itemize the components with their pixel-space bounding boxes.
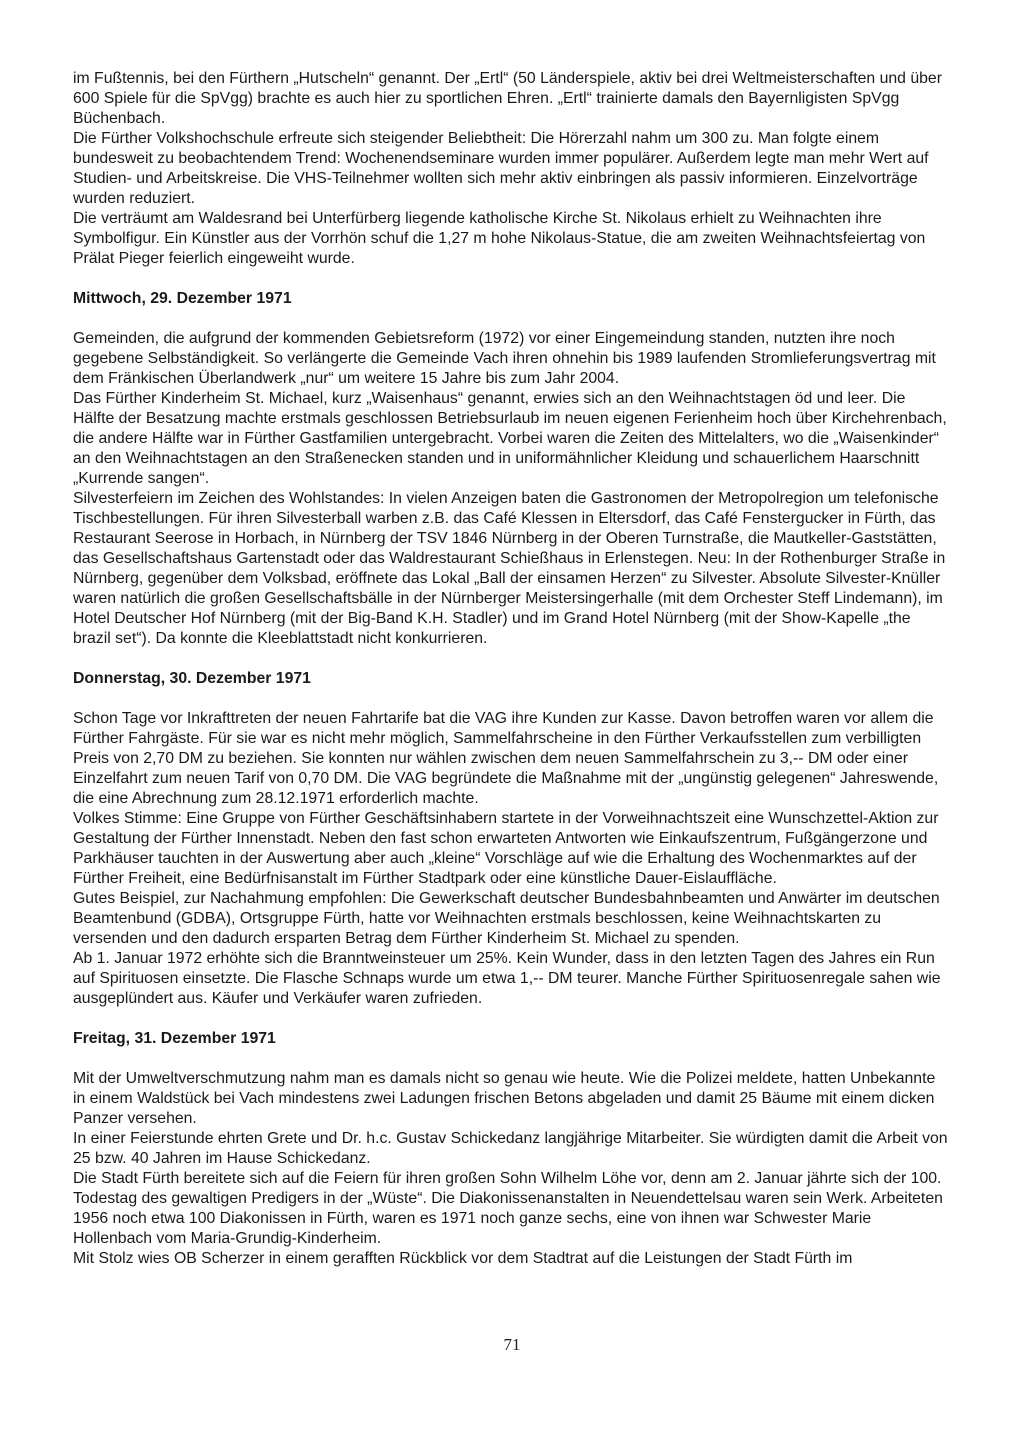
paragraph: im Fußtennis, bei den Fürthern „Hutscheln“ genannt. Der „Ertl“ (50 Länderspiele, aktiv bei drei Weltmeisterschaften und über 600 Spiele für die SpVgg) brachte es auch hier zu sportlichen Ehren. „Ertl“ trainierte damals den Bayernligisten SpVgg Büchenbach. [73,70,942,127]
paragraph: Die Fürther Volkshochschule erfreute sich steigender Beliebtheit: Die Hörerzahl nahm um 300 zu. Man folgte einem bundesweit zu beobachtendem Trend: Wochenendseminare wurden immer populärer. Außerdem legte man mehr Wert auf Studien- und Arbeitskreise. Die VHS-Teilnehmer wollten sich mehr aktiv einbringen als passiv informieren. Einzelvorträge wurden reduziert. [73,130,929,207]
paragraph: Das Fürther Kinderheim St. Michael, kurz „Waisenhaus“ genannt, erwies sich an den Weihnachtstagen öd und leer. Die Hälfte der Besatzung machte erstmals geschlossen Betriebsurlaub im neuen eigenen Ferienheim hoch über Kirchehrenbach, die andere Hälfte war in Fürther Gastfamilien untergebracht. Vorbei waren die Zeiten des Mittelalters, wo die „Waisenkinder“ an den Weihnachtstagen an den Straßenecken standen und in uniformähnlicher Kleidung und schauerlichem Haarschnitt „Kurrende sangen“. [73,390,947,487]
paragraph: Mit der Umweltverschmutzung nahm man es damals nicht so genau wie heute. Wie die Polizei meldete, hatten Unbekannte in einem Waldstück bei Vach mindestens zwei Ladungen frischen Betons abgeladen und damit 25 Bäume mit einem dicken Panzer versehen. [73,1070,936,1127]
paragraph: Volkes Stimme: Eine Gruppe von Fürther Geschäftsinhabern startete in der Vorweihnachtszeit eine Wunschzettel-Aktion zur Gestaltung der Fürther Innenstadt. Neben den fast schon erwarteten Antworten wie Einkaufszentrum, Fußgängerzone und Parkhäuser tauchten in der Auswertung aber auch „kleine“ Vorschläge auf wie die Erhaltung des Wochenmarktes auf der Fürther Freiheit, eine Bedürfnisanstalt im Fürther Stadtpark oder eine künstliche Dauer-Eislauffläche. [73,810,939,887]
paragraph: Ab 1. Januar 1972 erhöhte sich die Branntweinsteuer um 25%. Kein Wunder, dass in den letzten Tagen des Jahres ein Run auf Spirituosen einsetzte. Die Flasche Schnaps wurde um etwa 1,-- DM teurer. Manche Fürther Spirituosenregale sahen wie ausgeplündert aus. Käufer und Verkäufer waren zufrieden. [73,950,941,1007]
paragraph: Die verträumt am Waldesrand bei Unterfürberg liegende katholische Kirche St. Nikolaus erhielt zu Weihnachten ihre Symbolfigur. Ein Künstler aus der Vorrhön schuf die 1,27 m hohe Nikolaus-Statue, die am zweiten Weihnachtsfeiertag von Prälat Pieger feierlich eingeweiht wurde. [73,210,926,267]
heading-donnerstag-30-dezember-1971: Donnerstag, 30. Dezember 1971 [73,670,311,687]
document-body [73,69,949,1269]
paragraph: Mit Stolz wies OB Scherzer in einem gerafften Rückblick vor dem Stadtrat auf die Leistungen der Stadt Fürth im [73,1250,853,1267]
paragraph: Gutes Beispiel, zur Nachahmung empfohlen: Die Gewerkschaft deutscher Bundesbahnbeamten und Anwärter im deutschen Beamtenbund (GDBA), Ortsgruppe Fürth, hatte vor Weihnachten erstmals beschlossen, keine Weihnachtskarten zu versenden und den dadurch ersparten Betrag dem Fürther Kinderheim St. Michael zu spenden. [73,890,940,947]
section-continuation [73,69,949,269]
paragraph: In einer Feierstunde ehrten Grete und Dr. h.c. Gustav Schickedanz langjährige Mitarbeiter. Sie würdigten damit die Arbeit von 25 bzw. 40 Jahren im Hause Schickedanz. [73,1130,948,1167]
heading-freitag-31-dezember-1971: Freitag, 31. Dezember 1971 [73,1030,276,1047]
page-number: 71 [503,1335,521,1354]
paragraph: Silvesterfeiern im Zeichen des Wohlstandes: In vielen Anzeigen baten die Gastronomen der Metropolregion um telefonische Tischbestellungen. Für ihren Silvesterball warben z.B. das Café Klessen in Eltersdorf, das Café Fenstergucker in Fürth, das Restaurant Seerose in Horbach, in Nürnberg der TSV 1846 Nürnberg in der Oberen Turnstraße, die Mautkeller-Gaststätten, das Gesellschaftshaus Gartenstadt oder das Waldrestaurant Schießhaus in Erlenstegen. Neu: In der Rothenburger Straße in Nürnberg, gegenüber dem Volksbad, eröffnete das Lokal „Ball der einsamen Herzen“ zu Silvester. Absolute Silvester-Knüller waren natürlich die großen Gesellschaftsbälle in der Nürnberger Meistersingerhalle (mit dem Orchester Steff Lindemann), im Hotel Deutscher Hof Nürnberg (mit der Big-Band K.H. Stadler) und im Grand Hotel Nürnberg (mit der Show-Kapelle „the brazil set“). Da konnte die Kleeblattstadt nicht konkurrieren. [73,490,946,647]
section-mittwoch [73,329,949,649]
paragraph: Schon Tage vor Inkrafttreten der neuen Fahrtarife bat die VAG ihre Kunden zur Kasse. Davon betroffen waren vor allem die Fürther Fahrgäste. Für sie war es nicht mehr möglich, Sammelfahrscheine in den Fürther Verkaufsstellen zum verbilligten Preis von 2,70 DM zu beziehen. Sie konnten nur wählen zwischen dem neuen Sammelfahrschein zu 3,-- DM oder einer Einzelfahrt zum neuen Tarif von 0,70 DM. Die VAG begründete die Maßnahme mit der „ungünstig gelegenen“ Jahreswende, die eine Abrechnung zum 28.12.1971 erforderlich machte. [73,710,939,807]
section-freitag [73,1069,949,1269]
paragraph: Gemeinden, die aufgrund der kommenden Gebietsreform (1972) vor einer Eingemeindung standen, nutzten ihre noch gegebene Selbständigkeit. So verlängerte die Gemeinde Vach ihren ohnehin bis 1989 laufenden Stromlieferungsvertrag mit dem Fränkischen Überlandwerk „nur“ um weitere 15 Jahre bis zum Jahr 2004. [73,330,936,387]
paragraph: Die Stadt Fürth bereitete sich auf die Feiern für ihren großen Sohn Wilhelm Löhe vor, denn am 2. Januar jährte sich der 100. Todestag des gewaltigen Predigers in der „Wüste“. Die Diakonissenanstalten in Neuendettelsau waren sein Werk. Arbeiteten 1956 noch etwa 100 Diakonissen in Fürth, waren es 1971 noch ganze sechs, eine von ihnen war Schwester Marie Hollenbach vom Maria-Grundig-Kinderheim. [73,1170,943,1247]
heading-mittwoch-29-dezember-1971: Mittwoch, 29. Dezember 1971 [73,290,292,307]
page-footer [0,1334,1024,1356]
section-donnerstag [73,709,949,1009]
